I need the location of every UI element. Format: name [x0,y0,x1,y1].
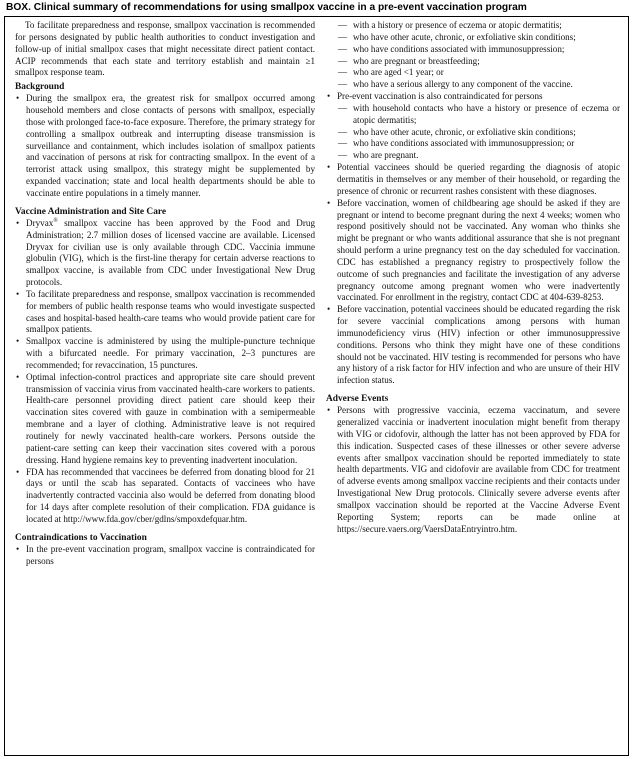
left-column [15,20,315,755]
contraindicated-persons-list [326,20,620,91]
list-item: — who are pregnant or breastfeeding; [338,56,620,68]
intro-paragraph: To facilitate preparedness and response, smallpox vaccination is recommended for persons designated by public health authorities to conduct investigation and follow-up of initial smallpox cases that might necessitate direct patient contact. ACIP recommends that each state and territory establish and maintain ≥1 smallpox response team. [15,20,315,78]
background-list [15,93,315,200]
list-item: — who have conditions associated with immunosuppression; [338,44,620,56]
list-item: • Before vaccination, women of childbearing age should be asked if they are pregnant or intend to become pregnant during the next 4 weeks; women who respond positively should not be vaccinated. Any woman who thinks she might be pregnant or who wants additional assurance that she is not pregnant should perform a urine pregnancy test on the day scheduled for vaccination. CDC has established a pregnancy registry to prospectively follow the outcome of such pregnancies and facilitate the investigation of any adverse pregnancy outcome among pregnant women who were inadvertently vaccinated. For enrollment in the registry, contact CDC at 404-639-8253. [326,198,620,305]
list-item [326,91,620,162]
dryvax-name: Dryvax [26,217,54,228]
household-list [326,91,620,387]
registered-mark: ® [53,217,58,224]
right-column [326,20,620,755]
list-item: • Before vaccination, potential vaccinees should be educated regarding the risk for severe vaccinial complications among persons with human immunodeficiency virus (HIV) infection or other immunosuppressive conditions. Persons who think they might have one of these conditions should not be vaccinated. HIV testing is recommended for persons who have any history of a risk factor for HIV infection and who are unsure of their HIV infection status. [326,304,620,387]
household-intro: Pre-event vaccination is also contraindicated for persons [337,91,543,102]
list-item: • In the pre-event vaccination program, smallpox vaccine is contraindicated for persons [15,544,315,568]
box-title: BOX. Clinical summary of recommendations for using smallpox vaccine in a pre-event vaccination program [6,2,527,13]
list-item [15,218,315,289]
list-item: — who have conditions associated with immunosuppression; or [338,138,620,150]
list-item: • FDA has recommended that vaccinees be deferred from donating blood for 21 days or until the scab has separated. Contacts of vaccinees who have inadvertently contracted vaccinia also would be deferred from donating blood for 14 days after complete resolution of their complication. FDA guidance is located at http://www.fda.gov/cber/gdlns/smpoxdefquar.htm. [15,467,315,526]
administration-list [15,218,315,526]
list-item: — who have a serious allergy to any component of the vaccine. [338,79,620,91]
contraindications-heading: Contraindications to Vaccination [15,532,147,543]
list-item: • Optimal infection-control practices and appropriate site care should prevent transmission of vaccinia virus from vaccinated health-care workers to patients. Health-care personnel providing direct patient care should keep their vaccination sites covered with gauze in combination with a semipermeable membrane and a layer of clothing. Administrative leave is not required routinely for newly vaccinated health-care workers. Persons outside the patient-care setting can keep their vaccination sites covered with a porous dressing. Hand hygiene remains key to preventing inadvertent inoculation. [15,372,315,467]
list-item: — who have other acute, chronic, or exfoliative skin conditions; [338,127,620,139]
adverse-events-list [326,405,620,535]
list-item: • Potential vaccinees should be queried regarding the diagnosis of atopic dermatitis in themselves or any member of their household, or regarding the presence of chronic or recurrent rashes consistent with these diagnoses. [326,162,620,198]
list-item: • Persons with progressive vaccinia, eczema vaccinatum, and severe generalized vaccinia or inadvertent inoculation might benefit from therapy with VIG or cidofovir, although the latter has not been approved by FDA for this indication. Suspected cases of these illnesses or other severe adverse events after smallpox vaccination should be reported immediately to state health departments. VIG and cidofovir are available from CDC for treatment of adverse events among smallpox vaccine recipients and their contacts under Investigational New Drug protocols. Clinically severe adverse events after smallpox vaccination should be reported at the Vaccine Adverse Event Reporting System; reports can be made online at https://secure.vaers.org/VaersDataEntryintro.htm. [326,405,620,535]
list-item: — who are aged <1 year; or [338,67,620,79]
list-item: — who are pregnant. [338,150,620,162]
list-item: • Smallpox vaccine is administered by using the multiple-puncture technique with a bifurcated needle. For primary vaccination, 2–3 punctures are recommended; for revaccination, 15 punctures. [15,336,315,372]
adverse-events-heading: Adverse Events [326,394,389,405]
household-contacts-list [337,103,620,162]
list-item: • To facilitate preparedness and response, smallpox vaccination is recommended for members of public health response teams who would investigate suspected cases and hospital-based health-care teams who would provide patient care for smallpox patients. [15,289,315,336]
list-item: — with a history or presence of eczema or atopic dermatitis; [338,20,620,32]
list-item: — with household contacts who have a history or presence of eczema or atopic dermatitis; [338,103,620,127]
list-item: • During the smallpox era, the greatest risk for smallpox occurred among household members and close contacts of persons with smallpox, especially those with prolonged face-to-face exposure. Therefore, the primary strategy for controlling a smallpox outbreak and interrupting disease transmission is surveillance and containment, which includes isolation of smallpox patients and vaccination of persons at risk for contracting smallpox. In the event of a terrorist attack using smallpox, this strategy might be supplemented by expanded vaccination; state and local health departments should be able to vaccinate entire populations in a timely manner. [15,93,315,200]
dryvax-text: smallpox vaccine has been approved by the Food and Drug Administration; 2.7 million doses of licensed vaccine are available. Licensed Dryvax for civilian use is only available through CDC. Vaccinia immune globulin (VIG), which is the first-line therapy for certain adverse reactions to smallpox vaccine, is available from CDC under Investigational New Drug protocols. [26,217,315,288]
background-heading: Background [15,82,65,93]
administration-heading: Vaccine Administration and Site Care [15,206,167,217]
contraindications-list [15,544,315,568]
list-item: — who have other acute, chronic, or exfoliative skin conditions; [338,32,620,44]
